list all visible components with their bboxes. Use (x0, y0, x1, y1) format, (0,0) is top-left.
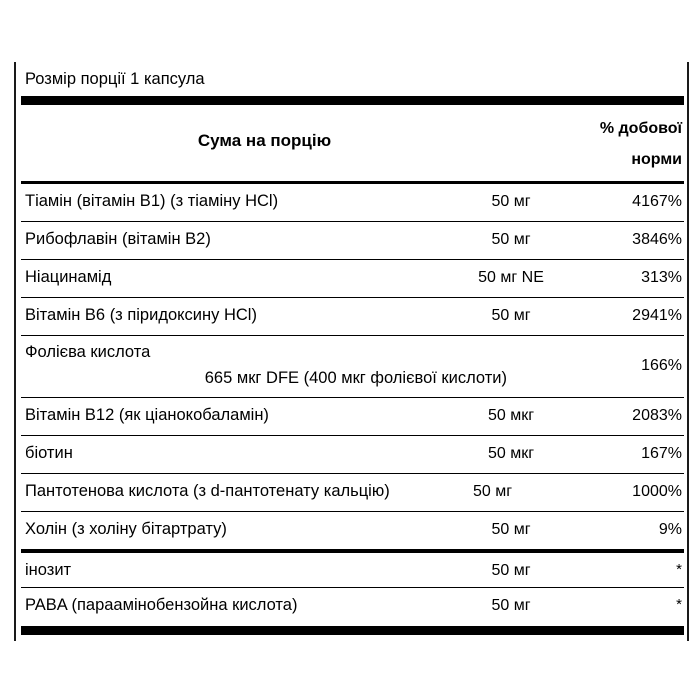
nutrient-amount: 50 мг (473, 482, 513, 500)
table-row (21, 550, 684, 588)
nutrient-rows (21, 184, 684, 626)
nutrient-daily-value: 2083% (632, 406, 682, 424)
nutrient-amount: 50 мг (491, 306, 531, 324)
nutrient-amount: 50 мкг (487, 444, 535, 462)
table-row (21, 336, 684, 398)
nutrient-daily-value: 2941% (632, 306, 682, 324)
table-row (21, 512, 684, 550)
nutrient-daily-value: * (676, 595, 682, 613)
table-row (21, 260, 684, 298)
nutrient-amount: 50 мг (491, 520, 531, 538)
nutrient-amount: 50 мг NE (478, 268, 544, 286)
nutrient-amount: 50 мг (491, 561, 531, 579)
nutrient-name: Пантотенова кислота (з d-пантотенату кальцію) (25, 481, 390, 500)
nutrient-daily-value: 3846% (632, 230, 682, 248)
header-thick-rule (21, 96, 684, 105)
nutrient-amount: 50 мкг (487, 406, 535, 424)
table-row (21, 588, 684, 626)
nutrient-daily-value: * (676, 560, 682, 578)
nutrient-amount: 50 мг (491, 596, 531, 614)
table-header (21, 105, 684, 184)
daily-value-line-1: % добової (599, 119, 682, 137)
nutrient-name: Ніацинамід (25, 267, 112, 286)
table-row (21, 184, 684, 222)
nutrient-daily-value: 313% (641, 268, 682, 286)
table-row (21, 398, 684, 436)
table-row (21, 474, 684, 512)
nutrient-daily-value: 1000% (632, 482, 682, 500)
column-header-amount-per-serving: Сума на порцію (197, 130, 332, 150)
nutrient-name: Фолієва кислота (25, 342, 151, 361)
nutrient-name: Вітамін B12 (як ціанокобаламін) (25, 405, 269, 424)
nutrient-name: Холін (з холіну бітартрату) (25, 519, 227, 538)
nutrient-name: Вітамін B6 (з піридоксину HCl) (25, 305, 257, 324)
nutrient-daily-value: 166% (641, 356, 682, 374)
daily-value-line-2: норми (631, 150, 682, 168)
table-row (21, 298, 684, 336)
nutrient-name: Рибофлавін (вітамін B2) (25, 229, 211, 248)
footer-thick-rule (21, 626, 684, 635)
table-row (21, 436, 684, 474)
nutrient-amount: 665 мкг DFE (400 мкг фолієвої кислоти) (204, 368, 507, 387)
nutrient-name: PABA (параамінобензойна кислота) (25, 595, 298, 614)
table-row (21, 222, 684, 260)
column-header-daily-value (532, 113, 682, 175)
nutrient-daily-value: 9% (658, 520, 682, 538)
supplement-facts-panel (14, 62, 689, 641)
nutrient-amount: 50 мг (491, 230, 531, 248)
nutrient-name: інозит (25, 560, 72, 579)
nutrient-daily-value: 167% (641, 444, 682, 462)
serving-size-text: Розмір порції 1 капсула (25, 70, 205, 88)
nutrient-name: біотин (25, 443, 73, 462)
nutrient-daily-value: 4167% (632, 192, 682, 210)
nutrient-amount: 50 мг (491, 192, 531, 210)
nutrient-name: Тіамін (вітамін B1) (з тіаміну HCl) (25, 191, 279, 210)
panel-tail (16, 635, 687, 641)
